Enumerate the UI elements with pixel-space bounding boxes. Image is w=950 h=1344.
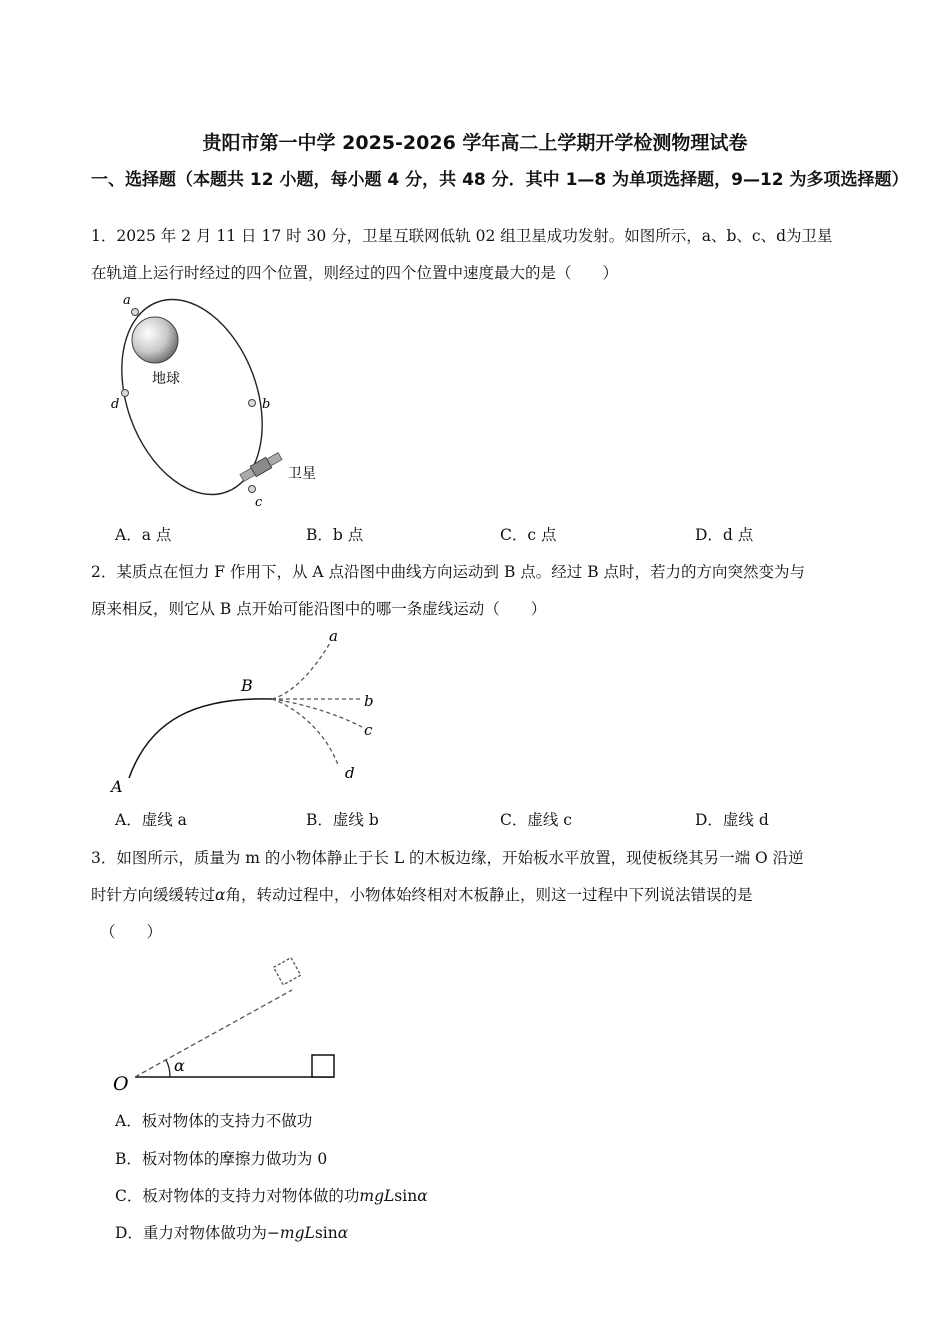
q3-stem-line2-post: 角，转动过程中，小物体始终相对木板静止，则这一过程中下列说法错误的是 <box>225 886 753 904</box>
block-on-board <box>312 1055 334 1077</box>
q1-stem-line2: 在轨道上运行时经过的四个位置，则经过的四个位置中速度最大的是（ ） <box>91 264 619 282</box>
q3-option-d-fn: sin <box>314 1224 338 1242</box>
q3-option-b[interactable]: B．板对物体的摩擦力做功为 0 <box>115 1150 328 1168</box>
point-c <box>249 486 256 493</box>
q3-option-d-text: D．重力对物体做功为 <box>115 1224 267 1242</box>
q2-stem-line2: 原来相反，则它从 B 点开始可能沿图中的哪一条虚线运动（ ） <box>91 600 547 618</box>
page-title: 贵阳市第一中学 2025-2026 学年高二上学期开学检测物理试卷 <box>202 132 748 154</box>
q3-option-c-var: α <box>417 1187 428 1205</box>
q1-label-c: c <box>255 495 263 510</box>
q3-option-d[interactable] <box>115 1221 348 1243</box>
q1-label-earth: 地球 <box>152 371 180 387</box>
q2-option-b[interactable]: B．虚线 b <box>306 811 379 829</box>
satellite-icon <box>239 451 283 483</box>
section-heading: 一、选择题（本题共 12 小题，每小题 4 分，共 48 分．其中 1—8 为单项选择题，9—12 为多项选择题） <box>91 170 909 190</box>
q3-option-a[interactable]: A．板对物体的支持力不做功 <box>115 1112 313 1130</box>
point-a <box>132 309 139 316</box>
q2-label-b: b <box>364 692 374 710</box>
q3-stem-line1: 3．如图所示，质量为 m 的小物体静止于长 L 的木板边缘，开始板水平放置，现使板绕其另一端 O 沿逆 <box>91 849 804 867</box>
q3-alpha-symbol: α <box>215 886 226 904</box>
q2-label-c: c <box>364 721 373 739</box>
orbit-ellipse <box>100 290 288 514</box>
q1-label-d: d <box>111 397 120 412</box>
point-b <box>249 400 256 407</box>
q2-option-c[interactable]: C．虚线 c <box>500 811 572 829</box>
q3-stem-line2 <box>91 883 753 905</box>
q1-option-b[interactable]: B．b 点 <box>306 526 364 544</box>
dashed-path-c <box>272 699 362 727</box>
q3-option-d-var: α <box>337 1224 349 1242</box>
point-d <box>122 390 129 397</box>
q1-option-a[interactable]: A．a 点 <box>115 526 172 544</box>
board-rotated <box>135 990 292 1077</box>
dashed-path-a <box>272 643 330 699</box>
q3-option-c-fn: sin <box>394 1187 418 1205</box>
q3-stem-line2-pre: 时针方向缓缓转过 <box>91 886 216 904</box>
q3-stem-line3: （ ） <box>100 923 163 941</box>
q2-label-B: B <box>241 676 253 695</box>
q2-option-d[interactable]: D．虚线 d <box>695 811 769 829</box>
q3-option-c-math: mgL <box>359 1187 395 1205</box>
q1-label-a: a <box>123 293 131 308</box>
q3-board-figure <box>110 950 350 1095</box>
block-rotated <box>274 958 301 985</box>
trajectory-curve <box>129 699 272 778</box>
q1-label-satellite: 卫星 <box>288 466 316 482</box>
q2-label-d: d <box>345 764 355 782</box>
q3-label-alpha: α <box>174 1056 185 1075</box>
dashed-path-d <box>272 699 338 765</box>
earth-circle <box>132 317 178 363</box>
q2-stem-line1: 2．某质点在恒力 F 作用下，从 A 点沿图中曲线方向运动到 B 点。经过 B 点时，若力的方向突然变为与 <box>91 563 806 581</box>
q1-option-c[interactable]: C．c 点 <box>500 526 557 544</box>
q1-option-d[interactable]: D．d 点 <box>695 526 754 544</box>
q3-option-d-math: −mgL <box>266 1224 315 1242</box>
q1-orbit-figure <box>100 290 340 515</box>
q2-option-a[interactable]: A．虚线 a <box>115 811 187 829</box>
q3-label-O: O <box>113 1073 129 1095</box>
q2-trajectory-figure <box>105 625 395 800</box>
q1-stem-line1: 1．2025 年 2 月 11 日 17 时 30 分，卫星互联网低轨 02 组卫星成功发射。如图所示，a、b、c、d为卫星 <box>91 227 833 245</box>
q1-label-b: b <box>262 397 271 412</box>
q2-label-A: A <box>111 777 123 796</box>
q3-option-c[interactable] <box>115 1184 428 1206</box>
q3-option-c-text: C．板对物体的支持力对物体做的功 <box>115 1187 360 1205</box>
q2-label-a: a <box>329 627 338 645</box>
angle-arc <box>166 1060 170 1077</box>
